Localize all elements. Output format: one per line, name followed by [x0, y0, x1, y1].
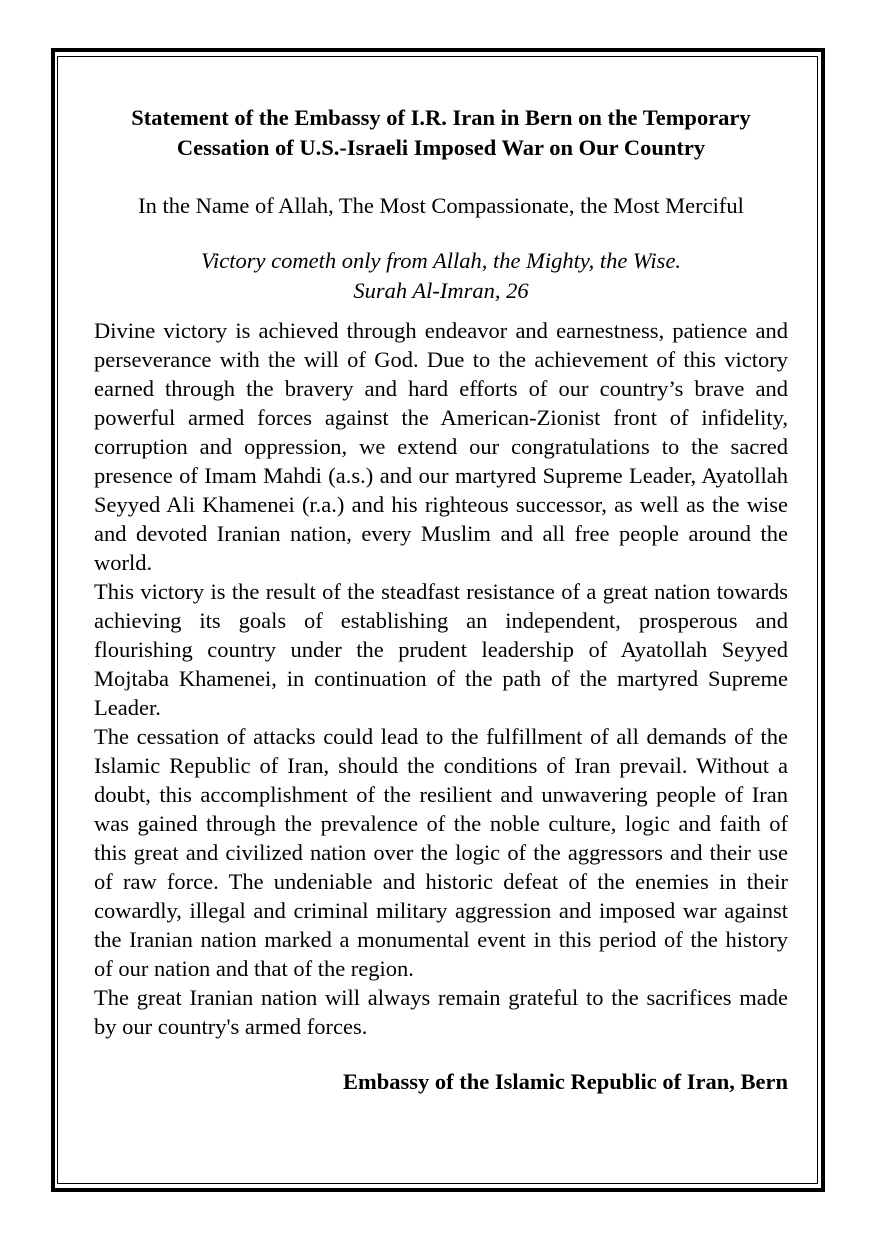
statement-document [94, 103, 788, 1097]
title-line-2: Cessation of U.S.-Israeli Imposed War on Our Country [176, 135, 706, 160]
body-paragraph-2: This victory is the result of the steadfast resistance of a great nation towards achieving its goals of establishing an independent, prosperous and flourishing country under the prudent leadership of Ayatollah Seyyed Mojtaba Khamenei, in continuation of the path of the martyred Supreme Leader. [94, 579, 788, 720]
invocation: In the Name of Allah, The Most Compassionate, the Most Merciful [138, 193, 744, 218]
body-paragraph-4: The great Iranian nation will always remain grateful to the sacrifices made by our country's armed forces. [94, 985, 788, 1039]
body-paragraph-3: The cessation of attacks could lead to the fulfillment of all demands of the Islamic Republic of Iran, should the conditions of Iran prevail. Without a doubt, this accomplishment of the resilient and unwavering people of Iran was gained through the prevalence of the noble culture, logic and faith of this great and civilized nation over the logic of the aggressors and their use of raw force. The undeniable and historic defeat of the enemies in their cowardly, illegal and criminal military aggression and imposed war against the Iranian nation marked a monumental event in this period of the history of our nation and that of the region. [94, 724, 788, 981]
title-line-1: Statement of the Embassy of I.R. Iran in Bern on the Temporary [131, 105, 751, 130]
statement-title [94, 103, 788, 163]
quranic-verse [94, 246, 788, 306]
body-paragraph-1: Divine victory is achieved through endeavor and earnestness, patience and perseverance with the will of God. Due to the achievement of this victory earned through the bravery and hard efforts of our country’s brave and powerful armed forces against the American-Zionist front of infidelity, corruption and oppression, we extend our congratulations to the sacred presence of Imam Mahdi (a.s.) and our martyred Supreme Leader, Ayatollah Seyyed Ali Khamenei (r.a.) and his righteous successor, as well as the wise and devoted Iranian nation, every Muslim and all free people around the world. [94, 318, 788, 575]
verse-text: Victory cometh only from Allah, the Mighty, the Wise. [200, 248, 682, 273]
signature: Embassy of the Islamic Republic of Iran, Bern [342, 1069, 788, 1094]
statement-body [94, 316, 788, 1041]
verse-reference: Surah Al-Imran, 26 [353, 278, 529, 303]
